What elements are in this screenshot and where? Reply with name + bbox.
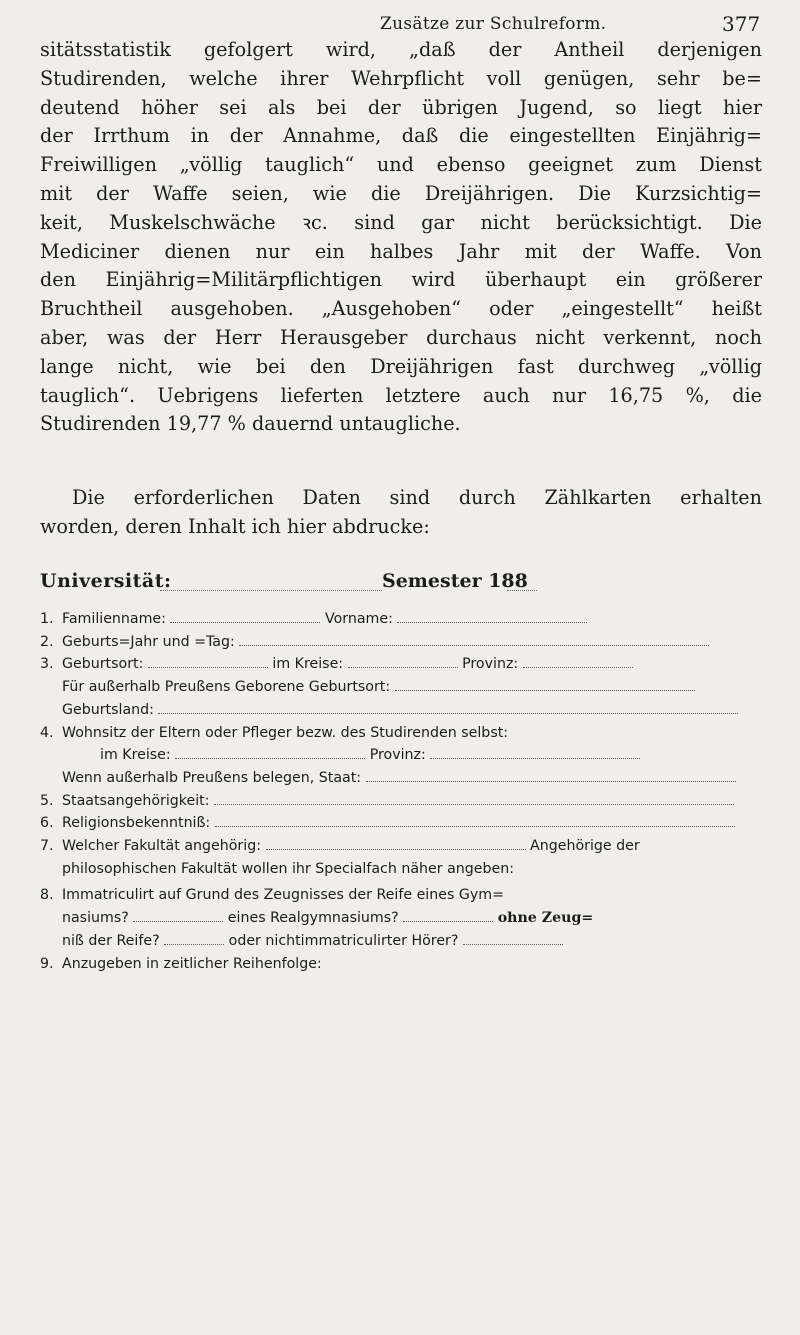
dotted-leader xyxy=(160,572,382,591)
form-field-4 xyxy=(40,722,762,745)
form-field-1 xyxy=(40,608,762,631)
field-number: 9. xyxy=(40,955,54,972)
form-field-6 xyxy=(40,812,762,835)
dotted-leader xyxy=(266,839,526,850)
form-header xyxy=(40,570,762,602)
form-field-9 xyxy=(40,953,762,976)
dotted-leader xyxy=(175,748,365,759)
form-field-5 xyxy=(40,790,762,813)
text-line: der Irrthum in der Annahme, daß die eingestellten Einjährig= xyxy=(40,124,762,148)
field-number: 1. xyxy=(40,611,54,627)
field-label: Angehörige der xyxy=(530,838,640,855)
field-label: Vorname: xyxy=(324,611,393,627)
dotted-leader xyxy=(463,934,563,945)
text-line: Studirenden 19,77 % dauernd untaugliche. xyxy=(40,412,461,436)
text-line: deutend höher sei als bei der übrigen Jugend, so liegt hier xyxy=(40,95,762,119)
text-line: lange nicht, wie bei den Dreijährigen fast durchweg „völlig xyxy=(40,354,762,378)
field-label: ohne Zeug= xyxy=(497,910,594,927)
dotted-leader xyxy=(523,657,633,668)
form-field-3-country xyxy=(40,699,762,722)
field-label: Provinz: xyxy=(462,656,519,673)
field-label: Geburtsland: xyxy=(62,701,154,718)
text-line: Bruchtheil ausgehoben. „Ausgehoben“ oder „eingestellt“ heißt xyxy=(40,297,762,321)
dotted-leader xyxy=(164,934,224,945)
body-paragraph-2 xyxy=(40,484,762,542)
form-field-7 xyxy=(40,835,762,858)
dotted-leader xyxy=(239,635,709,646)
field-label: im Kreise: xyxy=(100,747,171,764)
dotted-leader xyxy=(133,911,223,922)
dotted-leader xyxy=(215,816,735,827)
census-form xyxy=(40,608,762,975)
field-label: Religionsbekenntniß: xyxy=(62,815,211,832)
form-field-2 xyxy=(40,631,762,654)
field-label: im Kreise: xyxy=(272,656,344,673)
field-label: Wohnsitz der Eltern oder Pfleger bezw. des Studirenden selbst: xyxy=(62,724,509,741)
field-label: Familienname: xyxy=(62,611,166,627)
form-field-8-school xyxy=(40,907,762,930)
text-line: Freiwilligen „völlig tauglich“ und ebenso geeignet zum Dienst xyxy=(40,153,762,177)
body-paragraph-1 xyxy=(40,36,762,439)
text-line: Die erforderlichen Daten sind durch Zählkarten erhalten xyxy=(72,486,762,509)
dotted-leader xyxy=(397,612,587,623)
page-number: 377 xyxy=(722,12,761,36)
dotted-leader xyxy=(148,657,268,668)
field-label: Staatsangehörigkeit: xyxy=(62,792,210,809)
field-number: 8. xyxy=(40,887,54,904)
field-label: eines Realgymnasiums? xyxy=(227,910,399,927)
dotted-leader xyxy=(366,771,736,782)
field-number: 4. xyxy=(40,724,54,741)
field-number: 5. xyxy=(40,792,54,809)
form-field-4-district xyxy=(40,744,762,767)
field-label: Immatriculirt auf Grund des Zeugnisses der Reife eines Gym= xyxy=(62,887,504,904)
field-number: 6. xyxy=(40,815,54,832)
university-label: Universität: xyxy=(40,570,172,592)
semester-label: Semester 188 xyxy=(382,570,528,592)
text-line: tauglich“. Uebrigens lieferten letztere auch nur 16,75 %, die xyxy=(40,383,762,407)
dotted-leader xyxy=(430,748,640,759)
form-field-3-foreign xyxy=(40,676,762,699)
text-line: keit, Muskelschwäche ꝛc. sind gar nicht berücksichtigt. Die xyxy=(40,210,762,234)
field-label: nasiums? xyxy=(62,910,129,927)
form-field-7-specialty xyxy=(40,858,762,881)
text-line: Mediciner dienen nur ein halbes Jahr mit der Waffe. Von xyxy=(40,239,762,263)
field-label: philosophischen Fakultät wollen ihr Specialfach näher angeben: xyxy=(62,860,515,877)
field-label: Für außerhalb Preußens Geborene Geburtsort: xyxy=(62,679,391,696)
dotted-leader xyxy=(507,572,537,591)
text-line: den Einjährig=Militärpflichtigen wird überhaupt ein größerer xyxy=(40,268,762,292)
form-field-8 xyxy=(40,884,762,907)
field-label: niß der Reife? xyxy=(62,932,160,949)
dotted-leader xyxy=(158,703,738,714)
form-field-4-foreign xyxy=(40,767,762,790)
text-line: mit der Waffe seien, wie die Dreijährigen. Die Kurzsichtig= xyxy=(40,181,762,205)
field-number: 3. xyxy=(40,656,54,673)
field-number: 7. xyxy=(40,838,54,855)
form-field-8-other xyxy=(40,930,762,953)
dotted-leader xyxy=(395,680,695,691)
dotted-leader xyxy=(214,794,734,805)
field-label: Wenn außerhalb Preußens belegen, Staat: xyxy=(62,769,362,786)
field-number: 2. xyxy=(40,633,54,650)
field-label: Provinz: xyxy=(369,747,426,764)
dotted-leader xyxy=(403,911,493,922)
field-label: Anzugeben in zeitlicher Reihenfolge: xyxy=(62,955,322,972)
text-line: aber, was der Herr Herausgeber durchaus nicht verkennt, noch xyxy=(40,325,762,349)
text-line: Studirenden, welche ihrer Wehrpflicht voll genügen, sehr be= xyxy=(40,66,762,90)
text-line: sitätsstatistik gefolgert wird, „daß der Antheil derjenigen xyxy=(40,38,762,61)
dotted-leader xyxy=(170,612,320,623)
field-label: oder nichtimmatriculirter Hörer? xyxy=(228,932,459,949)
field-label: Geburts=Jahr und =Tag: xyxy=(62,633,235,650)
field-label: Welcher Fakultät angehörig: xyxy=(62,838,261,855)
form-field-3 xyxy=(40,653,762,676)
field-label: Geburtsort: xyxy=(62,656,144,673)
running-title: Zusätze zur Schulreform. xyxy=(380,14,607,34)
text-line: worden, deren Inhalt ich hier abdrucke: xyxy=(40,514,430,538)
dotted-leader xyxy=(348,657,458,668)
